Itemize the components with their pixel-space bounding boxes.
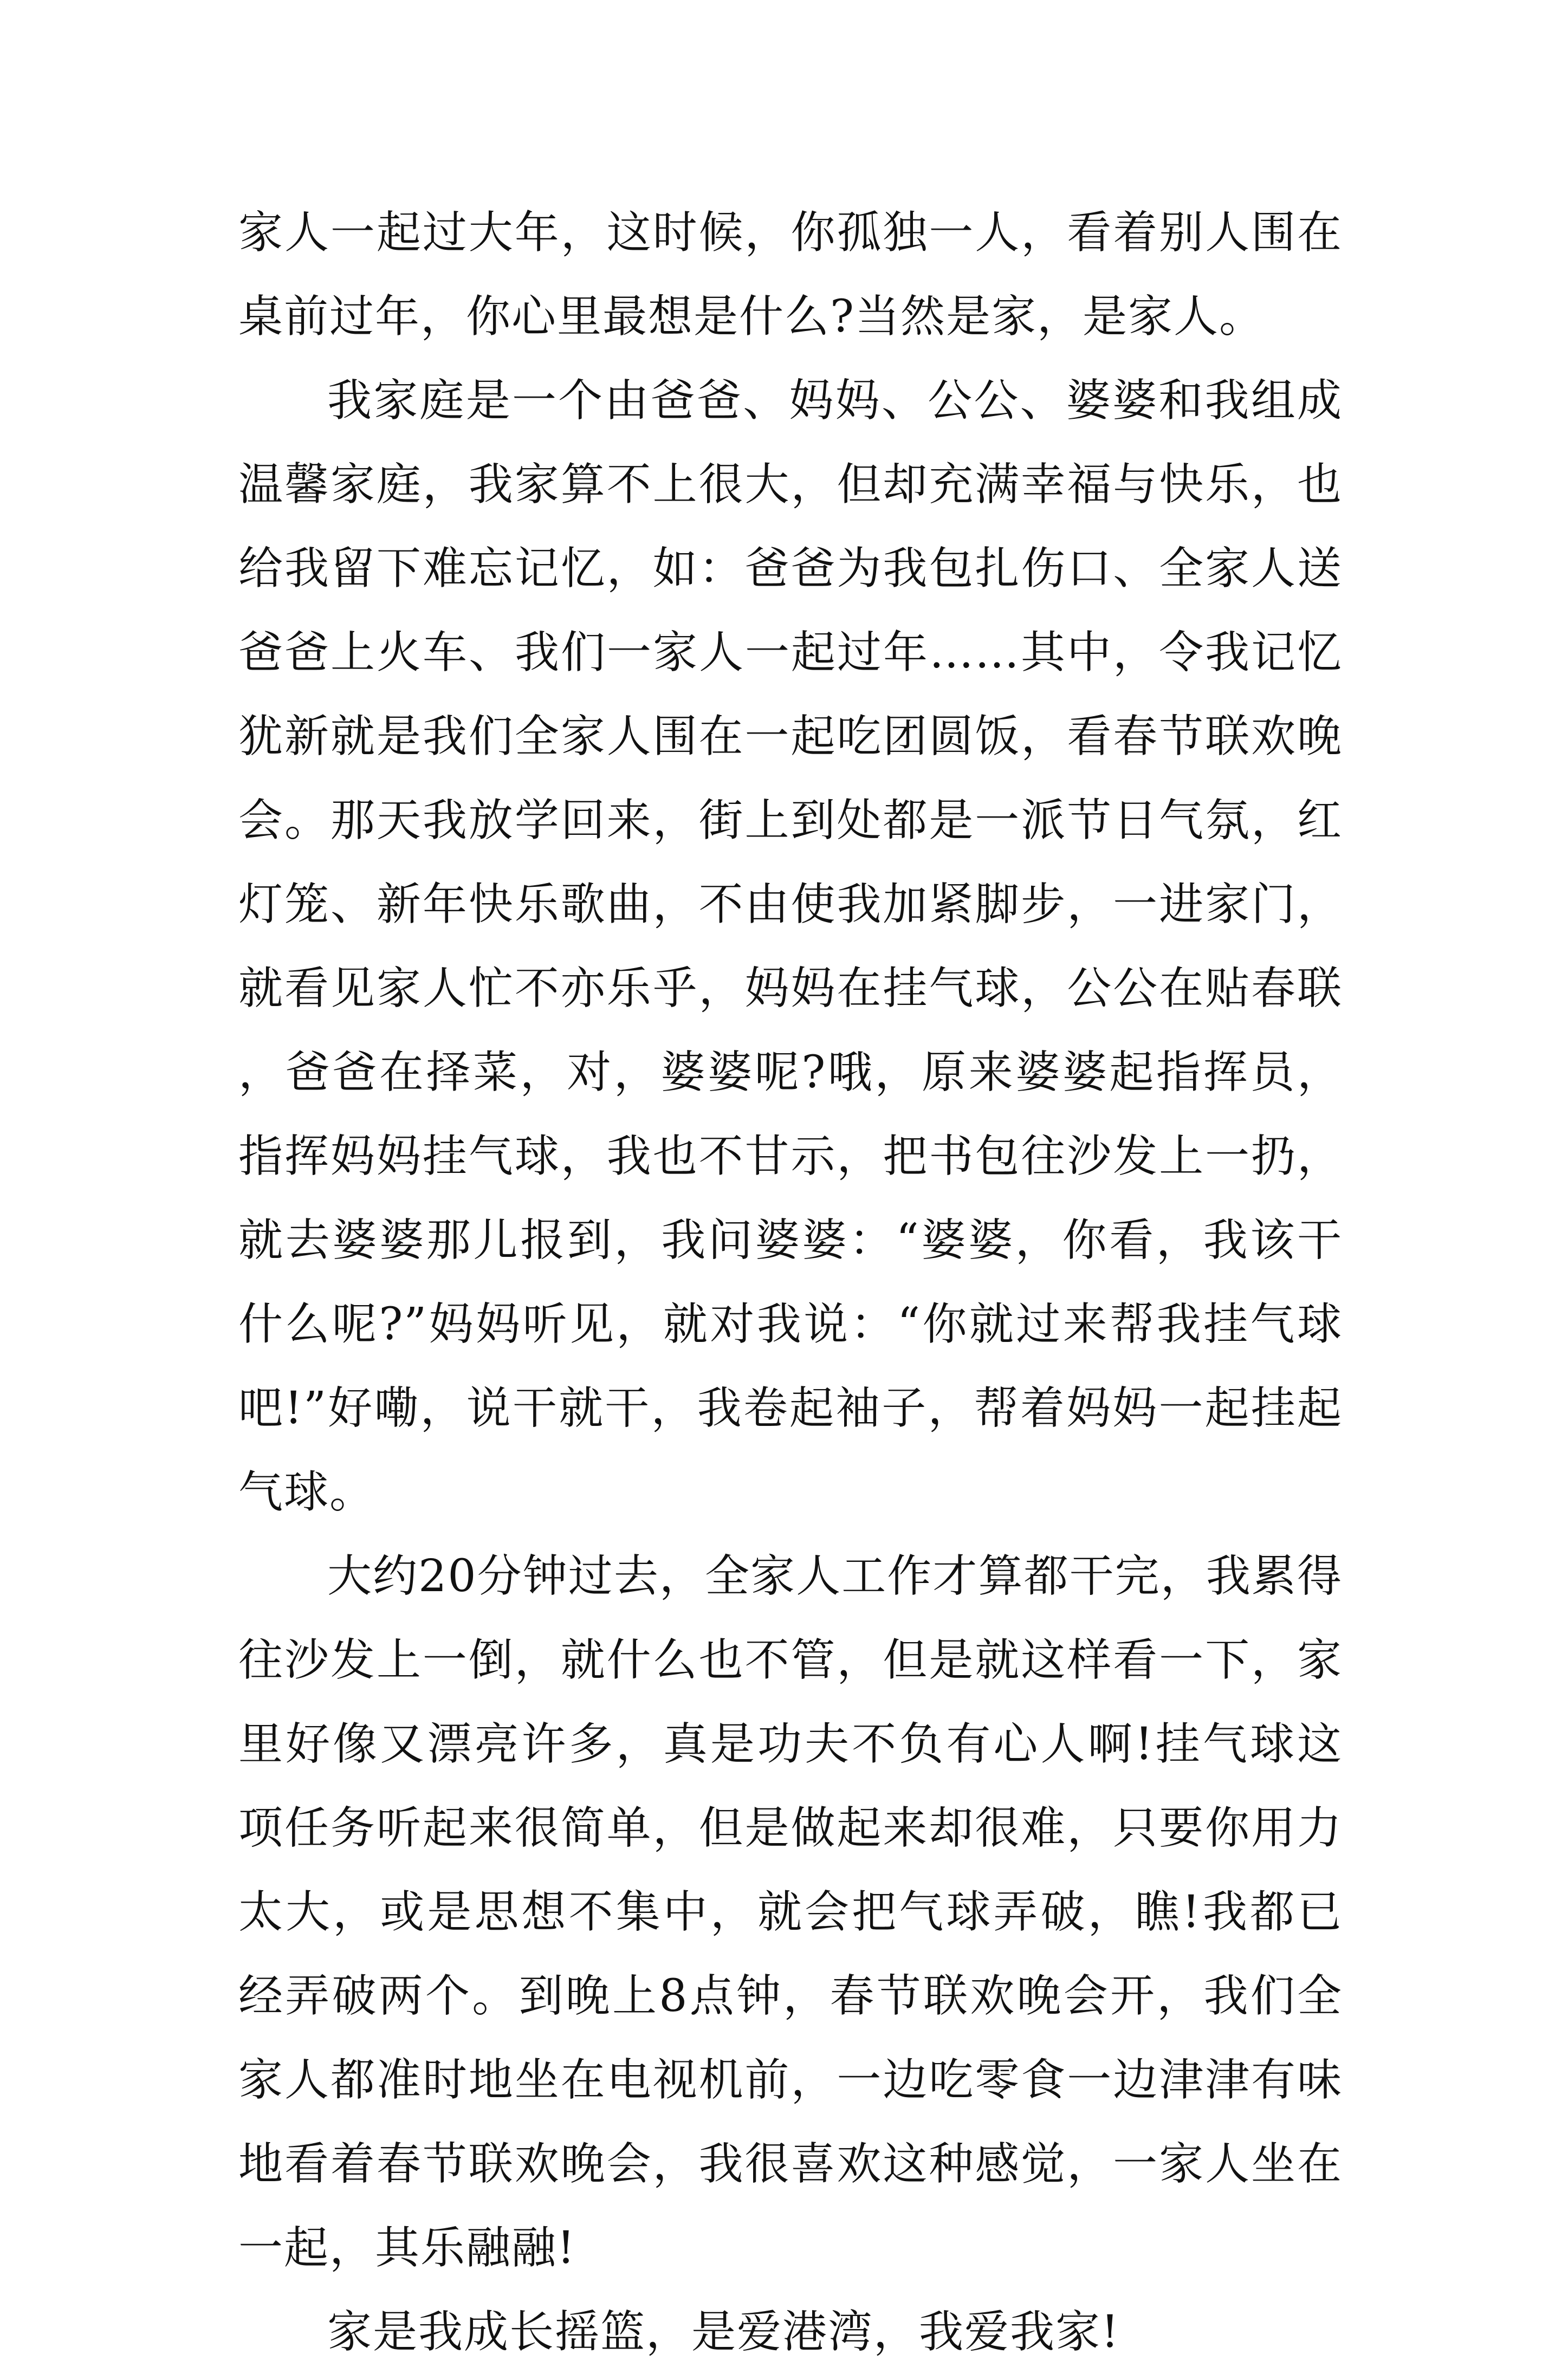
paragraph-3: 大约20分钟过去，全家人工作才算都干完，我累得往沙发上一倒，就什么也不管，但是就这样看一下，家里好像又漂亮许多，真是功夫不负有心人啊!挂气球这项任务听起来很简单，但是做起来却很难，只要你用力太大，或是思想不集中，就会把气球弄破，瞧!我都已经弄破两个。到晚上8点钟，春节联欢晚会开，我们全家人都准时地坐在电视机前，一边吃零食一边津津有味地看着春节联欢晚会，我很喜欢这种感觉，一家人坐在一起，其乐融融! <box>238 1551 1343 2274</box>
paragraph-4: 家是我成长摇篮，是爱港湾，我爱我家! <box>327 2306 1120 2358</box>
paragraph-1: 家人一起过大年，这时候，你孤独一人，看着别人围在桌前过年，你心里最想是什么?当然是家，是家人。 <box>238 207 1343 342</box>
paragraph-2: 我家庭是一个由爸爸、妈妈、公公、婆婆和我组成温馨家庭，我家算不上很大，但却充满幸福与快乐，也给我留下难忘记忆，如：爸爸为我包扎伤口、全家人送爸爸上火车、我们一家人一起过年……其中，令我记忆犹新就是我们全家人围在一起吃团圆饭，看春节联欢晚会。那天我放学回来，街上到处都是一派节日气氛，红灯笼、新年快乐歌曲，不由使我加紧脚步，一进家门，就看见家人忙不亦乐乎，妈妈在挂气球，公公在贴春联，爸爸在择菜，对，婆婆呢?哦，原来婆婆起指挥员，指挥妈妈挂气球，我也不甘示，把书包往沙发上一扔，就去婆婆那儿报到，我问婆婆：“婆婆，你看，我该干什么呢?”妈妈听见，就对我说：“你就过来帮我挂气球吧!”好嘞，说干就干，我卷起袖子，帮着妈妈一起挂起气球。 <box>238 375 1343 1518</box>
body-text <box>238 191 1343 2374</box>
